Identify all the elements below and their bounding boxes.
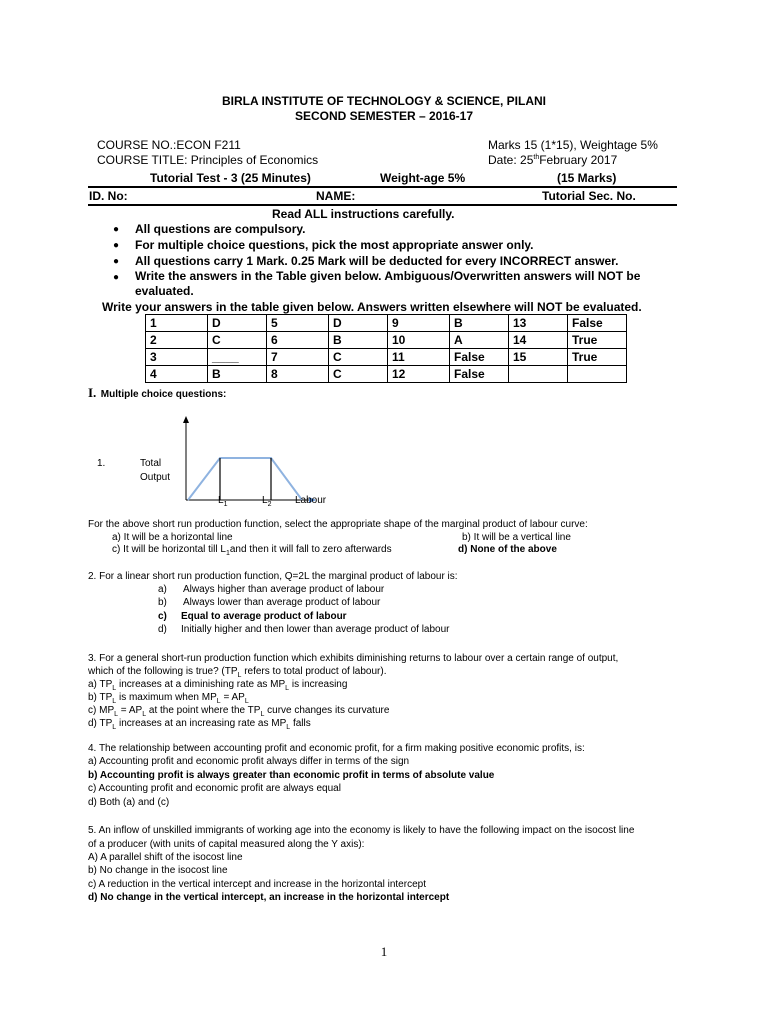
q5-option-b: b) No change in the isocost line <box>88 865 228 876</box>
l2-label: $L_2$ <box>262 495 272 508</box>
q2-option-c-label: c) <box>158 611 167 622</box>
table-cell: 15 <box>509 349 568 366</box>
table-cell: 7 <box>267 349 329 366</box>
q2-option-a: Always higher than average product of labour <box>183 584 385 595</box>
bullet-icon: ● <box>113 272 120 283</box>
q5-option-a: A) A parallel shift of the isocost line <box>88 852 243 863</box>
q4-option-b: b) Accounting profit is always greater than economic profit in terms of absolute value <box>88 770 495 781</box>
total-marks: (15 Marks) <box>557 171 617 185</box>
q2-option-b: Always lower than average product of labour <box>183 597 381 608</box>
table-cell: 12 <box>388 366 450 383</box>
table-cell: D <box>329 315 388 332</box>
table-cell: B <box>450 315 509 332</box>
course-title: COURSE TITLE: Principles of Economics <box>97 153 319 167</box>
table-cell: A <box>450 332 509 349</box>
y-axis-label-2: Output <box>140 472 171 483</box>
table-cell: False <box>450 366 509 383</box>
bullet-icon: ● <box>113 224 120 235</box>
q4-option-d: d) Both (a) and (c) <box>88 797 170 808</box>
instruction-3: All questions carry 1 Mark. 0.25 Mark will be deducted for every INCORRECT answer. <box>135 254 619 268</box>
test-title: Tutorial Test - 3 (25 Minutes) <box>150 171 311 185</box>
instruction-4-cont: evaluated. <box>135 284 194 298</box>
course-no: COURSE NO.:ECON F211 <box>97 138 241 152</box>
instruction-4: Write the answers in the Table given below. Ambiguous/Overwritten answers will NOT be <box>135 269 641 283</box>
q5-option-d: d) No change in the vertical intercept, an increase in the horizontal intercept <box>88 892 450 903</box>
table-cell: 6 <box>267 332 329 349</box>
table-cell: False <box>568 315 627 332</box>
table-cell: 14 <box>509 332 568 349</box>
exam-date: Date: 25thFebruary 2017 <box>488 153 618 167</box>
table-cell: False <box>450 349 509 366</box>
table-cell: 3 <box>146 349 208 366</box>
id-rule <box>88 204 677 206</box>
table-cell: 4 <box>146 366 208 383</box>
table-cell: True <box>568 349 627 366</box>
production-function-graph <box>178 414 318 506</box>
q4-stem: 4. The relationship between accounting profit and economic profit, for a firm making positive economic profits, is: <box>88 743 585 754</box>
q5-stem-line2: of a producer (with units of capital measured along the Y axis): <box>88 839 365 850</box>
table-cell: 2 <box>146 332 208 349</box>
q3-stem-line2: which of the following is true? ($TP_L$ refers to total product of labour). <box>88 666 387 679</box>
table-cell: 1 <box>146 315 208 332</box>
q4-option-a: a) Accounting profit and economic profit always differ in terms of the sign <box>88 756 410 767</box>
table-cell: 13 <box>509 315 568 332</box>
q1-stem: For the above short run production function, select the appropriate shape of the marginal product of labour curve: <box>88 519 588 530</box>
q3-option-d: d) $TP_L$ increases at an increasing rate as $MP_L$ falls <box>88 718 311 731</box>
id-label: ID. No: <box>89 189 128 203</box>
marks-info: Marks 15 (1*15), Weightage 5% <box>488 138 658 152</box>
answer-table <box>145 314 627 383</box>
x-axis-label: Labour <box>295 495 327 506</box>
table-cell: 10 <box>388 332 450 349</box>
section-label: Tutorial Sec. No. <box>542 189 636 203</box>
table-cell: C <box>329 349 388 366</box>
q1-number: 1. <box>97 458 106 469</box>
instruction-2: For multiple choice questions, pick the most appropriate answer only. <box>135 238 534 252</box>
table-cell: 5 <box>267 315 329 332</box>
q2-option-d: Initially higher and then lower than average product of labour <box>181 624 450 635</box>
q1-option-c: c) It will be horizontal till $L_1and$ then it will fall to zero afterwards <box>112 544 392 557</box>
header-rule <box>88 186 677 188</box>
q5-stem-line1: 5. An inflow of unskilled immigrants of working age into the economy is likely to have the following impact on the isocost line <box>88 825 635 836</box>
institute-title: BIRLA INSTITUTE OF TECHNOLOGY & SCIENCE, PILANI <box>221 94 546 108</box>
semester-title: SECOND SEMESTER – 2016-17 <box>294 109 474 123</box>
table-row <box>146 366 627 383</box>
total-output-curve <box>188 458 302 500</box>
instruction-1: All questions are compulsory. <box>135 222 306 236</box>
y-axis-label-1: Total <box>140 458 162 469</box>
table-cell: C <box>208 332 267 349</box>
q4-option-c: c) Accounting profit and economic profit are always equal <box>88 783 341 794</box>
bullet-icon: ● <box>113 256 120 267</box>
q1-option-a: a) It will be a horizontal line <box>112 532 233 543</box>
table-cell: 8 <box>267 366 329 383</box>
table-cell: 11 <box>388 349 450 366</box>
q1-option-b: b) It will be a vertical line <box>462 532 571 543</box>
table-row <box>146 349 627 366</box>
q3-option-b: b) $TP_L$ is maximum when $MP_L = AP_L$ <box>88 692 249 705</box>
q3-stem-line1: 3. For a general short-run production function which exhibits diminishing returns to labour over a certain range of output, <box>88 653 619 664</box>
table-cell: ____ <box>208 349 267 366</box>
instructions-heading: Read ALL instructions carefully. <box>272 207 455 221</box>
table-cell: C <box>329 366 388 383</box>
q3-option-c: c) $MP_L = AP_L$ at the point where the $TP_L$ curve changes its curvature <box>88 705 390 718</box>
q2-option-c: Equal to average product of labour <box>181 611 347 622</box>
weightage-label: Weight-age 5% <box>380 171 466 185</box>
q1-option-d: d) None of the above <box>458 544 557 555</box>
q3-option-a: a) $TP_L$ increases at a diminishing rate as $MP_L$ is increasing <box>88 679 348 692</box>
table-row <box>146 315 627 332</box>
q2-option-a-label: a) <box>158 584 167 595</box>
q2-stem: 2. For a linear short run production function, Q=2L the marginal product of labour is: <box>88 571 458 582</box>
table-cell: True <box>568 332 627 349</box>
l1-label: $L_1$ <box>218 495 228 508</box>
table-cell: 9 <box>388 315 450 332</box>
q2-option-b-label: b) <box>158 597 167 608</box>
table-cell: D <box>208 315 267 332</box>
table-cell: B <box>208 366 267 383</box>
q5-option-c: c) A reduction in the vertical intercept and increase in the horizontal intercept <box>88 879 426 890</box>
bullet-icon: ● <box>113 240 120 251</box>
section-title: I. Multiple choice questions: <box>88 385 227 400</box>
name-label: NAME: <box>316 189 356 203</box>
table-note: Write your answers in the table given below. Answers written elsewhere will NOT be evaluated. <box>102 300 642 314</box>
table-cell: B <box>329 332 388 349</box>
page-number: 1 <box>380 944 388 959</box>
y-axis-arrow-icon <box>183 416 189 423</box>
q2-option-d-label: d) <box>158 624 167 635</box>
table-row <box>146 332 627 349</box>
table-cell <box>568 366 627 383</box>
table-cell <box>509 366 568 383</box>
